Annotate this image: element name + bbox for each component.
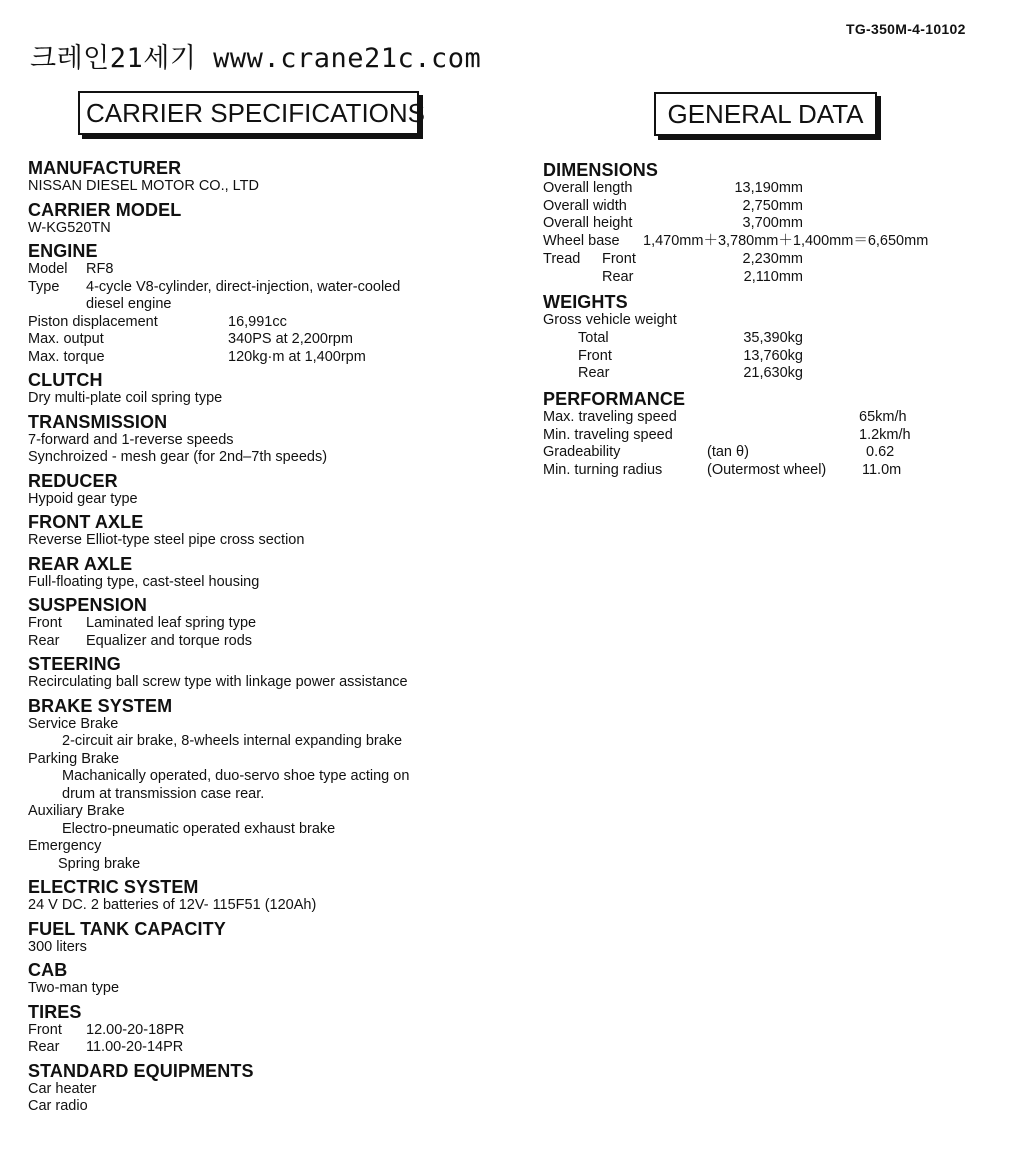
spec-row (543, 444, 983, 462)
document-reference: TG-350M-4-10102 (846, 21, 966, 37)
spec-value: diesel engine (86, 296, 172, 312)
section-text: Dry multi-plate coil spring type (28, 390, 223, 406)
spec-value: 13,760kg (743, 347, 803, 364)
rear-axle-section (28, 554, 498, 592)
spec-label: Min. turning radius (543, 462, 663, 479)
spec-value: 1,470mm＋3,780mm＋1,400mm＝6,650mm (643, 233, 929, 250)
spec-label: Front (28, 1021, 62, 1038)
section-heading: REAR AXLE (28, 553, 133, 574)
section-heading: MANUFACTURER (28, 158, 182, 178)
spec-value: RF8 (86, 261, 114, 277)
spec-note: (tan θ) (707, 444, 749, 461)
spec-value: 0.62 (866, 444, 895, 461)
spec-row (543, 198, 983, 216)
spec-label: Max. torque (28, 348, 105, 365)
brake-text: Spring brake (58, 855, 141, 872)
brake-label: Emergency (28, 838, 102, 854)
electric-system-section (28, 877, 498, 915)
header-brand: 크레인21세기 www.crane21c.com (30, 43, 482, 74)
spec-label: Overall length (543, 180, 633, 196)
spec-row (543, 348, 983, 366)
spec-value: 21,630kg (743, 365, 803, 382)
spec-label: Rear (28, 1039, 60, 1055)
spec-value: 1.2km/h (859, 426, 911, 443)
section-heading: CLUTCH (28, 370, 103, 390)
spec-row (543, 180, 983, 198)
spec-value: 2,750mm (742, 197, 803, 214)
spec-row (543, 427, 983, 445)
brake-text: Electro-pneumatic operated exhaust brake (62, 820, 336, 837)
equipment-item: Car heater (28, 1080, 97, 1097)
spec-value: 4-cycle V8-cylinder, direct-injection, water-cooled (86, 278, 401, 295)
weights-section (543, 292, 983, 383)
section-heading: FRONT AXLE (28, 512, 144, 532)
spec-value: 11.00-20-14PR (86, 1039, 184, 1055)
section-text: NISSAN DIESEL MOTOR CO., LTD (28, 178, 259, 194)
carrier-specifications-title: CARRIER SPECIFICATIONS (78, 91, 419, 135)
spec-row (543, 233, 983, 251)
section-text: 24 V DC. 2 batteries of 12V- 115F51 (120Ah) (28, 897, 317, 913)
spec-value: 65km/h (859, 409, 907, 426)
spec-value: 11.0m (862, 462, 902, 479)
brake-text: drum at transmission case rear. (62, 785, 265, 802)
spec-label: Gross vehicle weight (543, 312, 677, 329)
steering-section (28, 654, 498, 692)
spec-value: Laminated leaf spring type (86, 615, 257, 631)
brake-system-section (28, 696, 498, 874)
general-data-title: GENERAL DATA (654, 92, 877, 136)
section-text: Full-floating type, cast-steel housing (28, 573, 260, 590)
section-heading: DIMENSIONS (543, 160, 659, 180)
spec-row (543, 462, 983, 480)
spec-label: Max. output (28, 331, 104, 347)
spec-label: Wheel base (543, 233, 620, 250)
spec-value: 340PS at 2,200rpm (228, 331, 353, 347)
section-heading: BRAKE SYSTEM (28, 695, 173, 716)
spec-row (543, 269, 983, 287)
spec-label: Total (578, 329, 609, 346)
carrier-specifications-column (28, 154, 498, 1118)
section-text: Hypoid gear type (28, 490, 138, 507)
spec-label: Overall width (543, 197, 627, 214)
spec-label: Front (578, 347, 612, 364)
section-text: W-KG520TN (28, 219, 111, 236)
spec-sublabel: Front (602, 250, 636, 267)
spec-value: 2,110mm (743, 268, 803, 285)
clutch-section (28, 370, 498, 408)
general-data-column (543, 156, 983, 482)
section-text: 300 liters (28, 938, 87, 955)
spec-row (28, 1022, 498, 1040)
dimensions-section (543, 160, 983, 286)
spec-value: 13,190mm (734, 180, 803, 196)
section-heading: CARRIER MODEL (28, 199, 182, 220)
spec-row (28, 331, 498, 349)
section-heading: FUEL TANK CAPACITY (28, 918, 226, 939)
spec-row (28, 314, 498, 332)
spec-value: 16,991cc (228, 313, 287, 330)
spec-label: Rear (28, 632, 60, 649)
section-text: Two-man type (28, 980, 120, 996)
spec-label: Front (28, 615, 62, 631)
spec-label: Gradeability (543, 444, 621, 461)
section-heading: PERFORMANCE (543, 389, 686, 410)
spec-value: 12.00-20-18PR (86, 1021, 185, 1038)
spec-value: 2,230mm (742, 250, 803, 267)
spec-label: Min. traveling speed (543, 426, 673, 443)
spec-row (28, 296, 498, 314)
section-heading: SUSPENSION (28, 595, 148, 615)
performance-section (543, 389, 983, 480)
spec-value: 120kg·m at 1,400rpm (228, 348, 366, 365)
reducer-section (28, 471, 498, 509)
suspension-section (28, 595, 498, 650)
cab-section (28, 960, 498, 998)
spacer (543, 269, 602, 287)
spec-row (28, 1039, 498, 1057)
brake-label: Parking Brake (28, 750, 120, 767)
brake-label: Service Brake (28, 715, 119, 732)
section-text: Reverse Elliot-type steel pipe cross section (28, 532, 305, 548)
section-heading: CAB (28, 960, 68, 980)
engine-section (28, 241, 498, 366)
section-heading: STANDARD EQUIPMENTS (28, 1060, 254, 1081)
section-heading: WEIGHTS (543, 292, 628, 313)
section-heading: ENGINE (28, 241, 98, 261)
section-text: Recirculating ball screw type with linkage power assistance (28, 674, 408, 690)
spec-row (28, 633, 498, 651)
spec-note: (Outermost wheel) (707, 462, 827, 479)
carrier-model-section (28, 200, 498, 238)
fuel-tank-section (28, 919, 498, 957)
section-heading: ELECTRIC SYSTEM (28, 877, 199, 897)
section-heading: TRANSMISSION (28, 411, 168, 432)
spec-row (543, 251, 983, 269)
spec-row (543, 312, 983, 330)
transmission-section (28, 412, 498, 467)
section-heading: REDUCER (28, 470, 118, 491)
spec-sublabel: Rear (602, 268, 634, 285)
spec-row (543, 409, 983, 427)
spec-value: 3,700mm (742, 215, 803, 232)
spec-label: Rear (578, 365, 610, 382)
spec-label: Piston displacement (28, 313, 158, 330)
spec-row (543, 215, 983, 233)
brake-label: Auxiliary Brake (28, 803, 125, 819)
spacer (28, 296, 86, 314)
spec-row (28, 615, 498, 633)
standard-equipments-section (28, 1061, 498, 1116)
manufacturer-section (28, 158, 498, 196)
section-heading: TIRES (28, 1001, 82, 1022)
spec-row (543, 365, 983, 383)
brake-text: 2-circuit air brake, 8-wheels internal expanding brake (62, 733, 403, 749)
spec-value: Equalizer and torque rods (86, 632, 253, 649)
front-axle-section (28, 512, 498, 550)
spec-row (28, 349, 498, 367)
spec-label: Model (28, 261, 68, 277)
spec-row (28, 261, 498, 279)
brake-text: Machanically operated, duo-servo shoe type acting on (62, 768, 410, 784)
tires-section (28, 1002, 498, 1057)
spec-row (543, 330, 983, 348)
spec-label: Max. traveling speed (543, 409, 677, 426)
section-text: Synchroized - mesh gear (for 2nd–7th speeds) (28, 449, 328, 465)
spec-label: Type (28, 278, 60, 295)
equipment-item: Car radio (28, 1098, 88, 1114)
section-heading: STEERING (28, 654, 121, 674)
spec-label: Overall height (543, 215, 633, 232)
spec-label: Tread (543, 250, 581, 267)
spec-value: 35,390kg (743, 329, 803, 346)
spec-row (28, 279, 498, 297)
section-text: 7-forward and 1-reverse speeds (28, 431, 234, 448)
